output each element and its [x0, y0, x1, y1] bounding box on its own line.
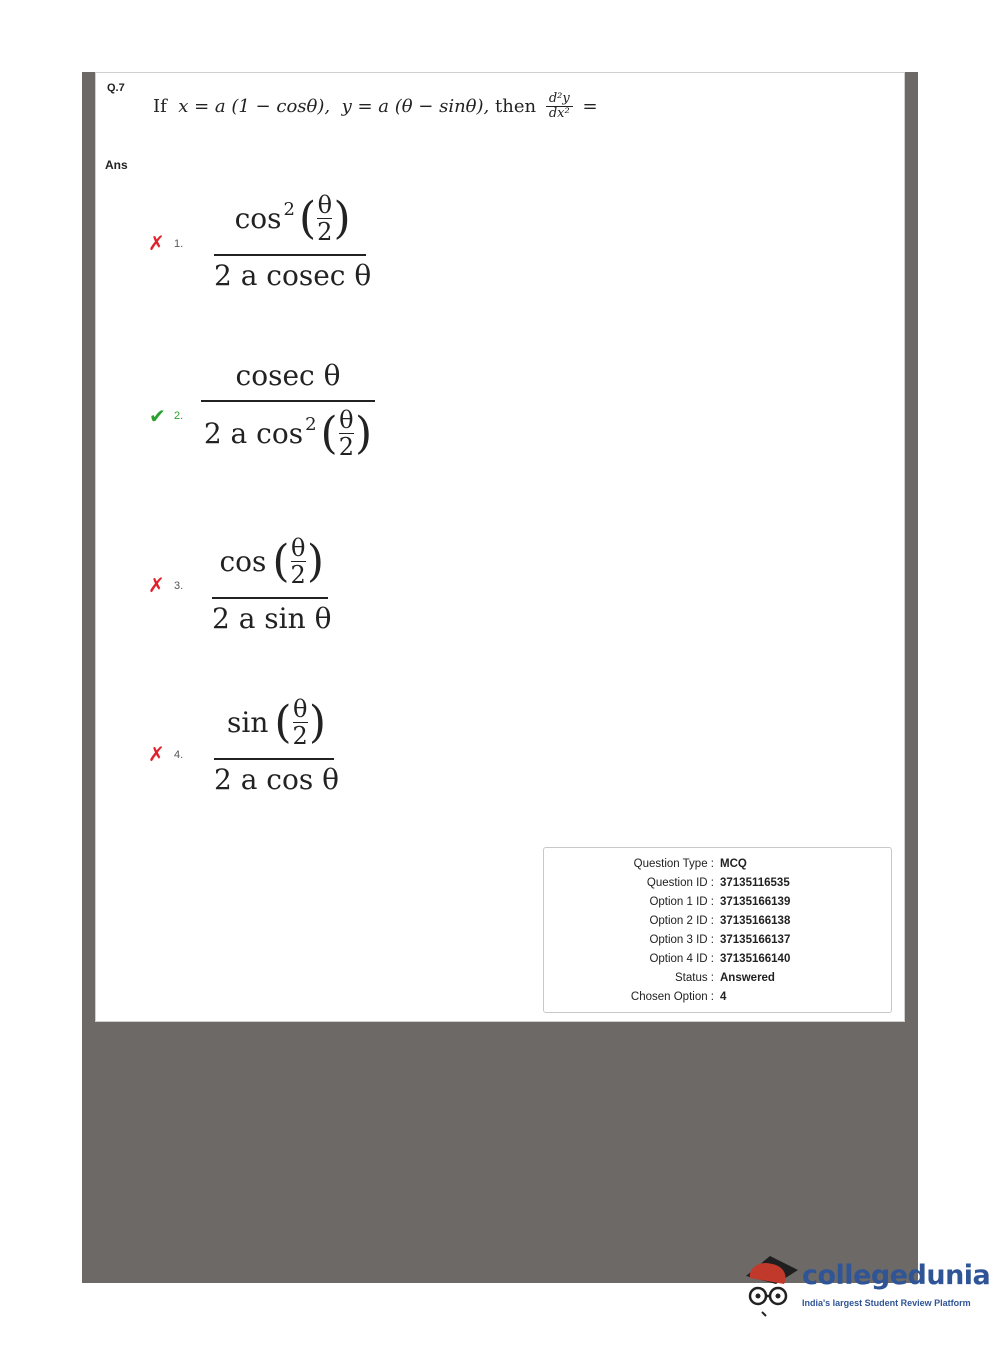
derivative-denominator: dx²	[548, 105, 570, 121]
option-1-index: 1.	[174, 238, 184, 250]
collegedunia-logo	[740, 1248, 991, 1320]
answer-label: Ans	[105, 158, 128, 172]
mascot-icon	[740, 1248, 802, 1320]
question-y-expr: y = a (θ − sinθ),	[341, 95, 490, 117]
option-2-index: 2.	[174, 410, 184, 422]
question-info-box: Question Type : MCQ Question ID : 37135116535 Option 1 ID : 37135166139 Option 2 ID : 37135166138 Option 3 ID : 37135166137 Option 4 ID : 37135166140 Status : Answered Chosen Option : 4	[543, 847, 892, 1013]
option-4-index: 4.	[174, 749, 184, 761]
option-3-index: 3.	[174, 580, 184, 592]
question-number: Q.7	[107, 82, 125, 94]
logo-brand-text: collegedunia	[802, 1260, 991, 1291]
option-1-num-fn: cos	[234, 201, 282, 235]
option-4-num-fn: sin	[227, 705, 269, 739]
question-then: then	[495, 95, 537, 117]
question-x-expr: x = a (1 − cosθ),	[178, 95, 331, 117]
option-1-formula: cos $^2$ ( θ 2 ) 2 a cosec θ	[214, 191, 372, 292]
question-text	[153, 92, 598, 120]
question-equals: =	[582, 95, 598, 117]
option-2-formula: cosec θ 2 a cos $^2$ ( θ 2 )	[201, 362, 375, 459]
option-3-denominator: 2 a sin θ	[212, 602, 332, 635]
wrong-mark-icon: ✗	[148, 231, 165, 255]
wrong-mark-icon: ✗	[148, 742, 165, 766]
option-1-denominator: 2 a cosec θ	[214, 259, 372, 292]
logo-tagline: India's largest Student Review Platform	[802, 1298, 971, 1308]
derivative-numerator: d²y	[548, 91, 570, 106]
wrong-mark-icon: ✗	[148, 573, 165, 597]
option-2-numerator: cosec θ	[235, 359, 341, 392]
derivative-fraction	[546, 92, 573, 120]
option-4-formula: sin ( θ 2 ) 2 a cos θ	[214, 695, 339, 796]
correct-mark-icon: ✔	[149, 404, 166, 428]
option-2-den-pow: 2	[305, 413, 317, 435]
option-3-formula: cos ( θ 2 ) 2 a sin θ	[212, 534, 332, 635]
question-if: If	[153, 95, 167, 117]
option-1-num-pow: 2	[283, 198, 295, 220]
option-4-denominator: 2 a cos θ	[214, 763, 339, 796]
option-3-num-fn: cos	[219, 544, 267, 578]
option-2-den-fn: 2 a cos	[203, 416, 304, 450]
